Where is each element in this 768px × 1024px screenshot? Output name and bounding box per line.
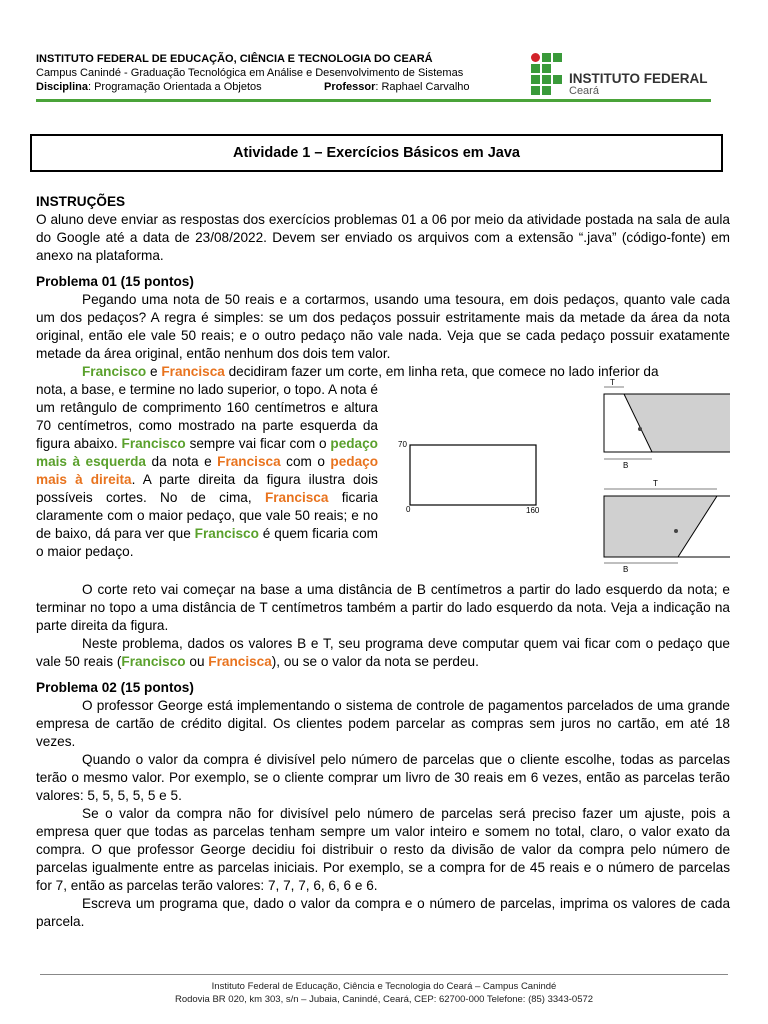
footer-line2: Rodovia BR 020, km 303, s/n – Jubaia, Canindé, Ceará, CEP: 62700-000 Telefone: (85) 3343-0572 — [174, 994, 594, 1005]
logo-grid-icon — [531, 53, 567, 97]
problem-01-heading: Problema 01 (15 pontos) — [36, 274, 194, 289]
document-body — [36, 193, 730, 931]
upper-shaded-piece — [624, 394, 730, 452]
page-title: Atividade 1 – Exercícios Básicos em Java — [30, 134, 723, 172]
problem-01-wrapped-text: nota, a base, e termine no lado superior, o topo. A nota é um retângulo de comprimento 160 centímetros e altura 70 centímetros, como mostrado na parte esquerda da figura abaixo. Francisco sempre vai ficar com o pedaço mais à esquerda da nota e Francisca com o pedaço mais à direita. A parte direita da figura ilustra dois possíveis cortes. No de cima, Francisca ficaria claramente com o maior pedaço, que vale 50 reais; e no de baixo, dá para ver que Francisco é quem ficaria com o maior pedaço. — [36, 382, 378, 559]
header-block — [36, 52, 516, 94]
scissors-icon — [674, 529, 678, 533]
professor — [324, 80, 470, 94]
logo-title: INSTITUTO FEDERAL — [569, 71, 708, 86]
professor-value: : Raphael Carvalho — [375, 81, 470, 93]
footer-line1: Instituto Federal de Educação, Ciência e Tecnologia do Ceará – Campus Canindé — [211, 981, 557, 992]
discipline-row — [36, 80, 516, 94]
if-logo — [531, 53, 711, 97]
professor-label: Professor — [324, 81, 376, 93]
footer-divider — [40, 974, 728, 975]
problem-02-para1: O professor George está implementando o sistema de controle de pagamentos parcelados de uma grande empresa de cartão de crédito digital. Os clientes podem parcelar as compras sem juros no cartão, em até 18 vezes. — [36, 698, 730, 749]
problem-01-figure-wrap — [36, 378, 730, 581]
scissors-icon — [638, 427, 642, 431]
logo-subtitle: Ceará — [569, 85, 599, 97]
problem-01-para4: Neste problema, dados os valores B e T, seu programa deve computar quem vai ficar com o pedaço que vale 50 reais (Francisco ou Francisca), ou se o valor da nota se perdeu. — [36, 636, 730, 669]
p1-line-a-tail: nota, a base, e termine no lado superior, o topo. A nota é um retângulo de comprimento 160 centímetros e altura 70 centímetros, como mostrado na parte esquerda da figura abaixo. — [36, 382, 378, 451]
problem-02-para4: Escreva um programa que, dado o valor da compra e o número de parcelas, imprima os valores de cada parcela. — [36, 896, 730, 929]
p1-line-a-head: decidiram fazer um corte, em linha reta, que comece no lado inferior da — [224, 364, 659, 379]
problem-01-para1: Pegando uma nota de 50 reais e a cortarmos, usando uma tesoura, em dois pedaços, quanto vale cada um dos pedaços? A regra é simples: se um dos pedaços possuir estritamente mais da metade da área da nota original, então ele vale 50 reais; e o outro pedaço não vale nada. Veja que se cada pedaço possuir exatamente metade da área original, então nenhum dos dois tem valor. — [36, 292, 730, 361]
origin-label: 0 — [406, 505, 411, 514]
institution-name: INSTITUTO FEDERAL DE EDUCAÇÃO, CIÊNCIA E TECNOLOGIA DO CEARÁ — [36, 53, 433, 65]
problem-02-para3: Se o valor da compra não for divisível pelo número de parcelas será preciso fazer um ajuste, pois a empresa quer que todas as parcelas tenham sempre um valor inteiro e somem no total, claro, o valor exato da compra. O que professor George decidiu foi distribuir o resto da divisão de valor da compra pelo número de parcelas igualmente entre as parcelas iniciais. Por exemplo, se a compra for de 45 reais e o número de parcelas for 7, então as parcelas terão valores: 7, 7, 7, 6, 6, 6 e 6. — [36, 806, 730, 893]
instructions-text: O aluno deve enviar as respostas dos exercícios problemas 01 a 06 por meio da atividade postada na sala de aula do Google até a data de 23/08/2022. Devem ser enviado os arquivos com a extensão “.java” (código-fonte) em anexo na plataforma. — [36, 212, 730, 263]
header-divider — [36, 99, 711, 102]
height-label: 70 — [398, 440, 407, 449]
problem-01-para3: O corte reto vai começar na base a uma distância de B centímetros a partir do lado esquerdo da nota; e terminar no topo a uma distância de T centímetros também a partir do lado esquerdo da nota. Veja a indicação na parte direita da figura. — [36, 582, 730, 633]
footer — [40, 980, 728, 1006]
discipline — [36, 80, 324, 94]
cut-diagram — [378, 378, 730, 581]
b-label-lower: B — [623, 565, 629, 574]
problem-01-para2-start: Francisco e Francisca decidiram fazer um corte, em linha reta, que comece no lado inferior da — [82, 364, 659, 379]
discipline-value: : Programação Orientada a Objetos — [87, 81, 262, 93]
cut-diagram-svg — [378, 381, 730, 581]
campus-line: Campus Canindé - Graduação Tecnológica em Análise e Desenvolvimento de Sistemas — [36, 67, 464, 79]
t-label-lower: T — [653, 479, 658, 488]
lower-shaded-piece — [604, 496, 717, 557]
b-label-upper: B — [623, 461, 629, 470]
problem-02-para2: Quando o valor da compra é divisível pelo número de parcelas que o cliente escolhe, todas as parcelas terão o mesmo valor. Por exemplo, se o cliente comprar um livro de 30 reais em 6 vezes, então as parcelas terão valores: 5, 5, 5, 5, 5 e 5. — [36, 752, 730, 803]
problem-02-heading: Problema 02 (15 pontos) — [36, 680, 194, 695]
t-label-upper: T — [610, 378, 615, 387]
note-rectangle — [410, 445, 536, 505]
width-label: 160 — [526, 506, 540, 515]
discipline-label: Disciplina — [36, 81, 88, 93]
instructions-heading: INSTRUÇÕES — [36, 194, 126, 209]
